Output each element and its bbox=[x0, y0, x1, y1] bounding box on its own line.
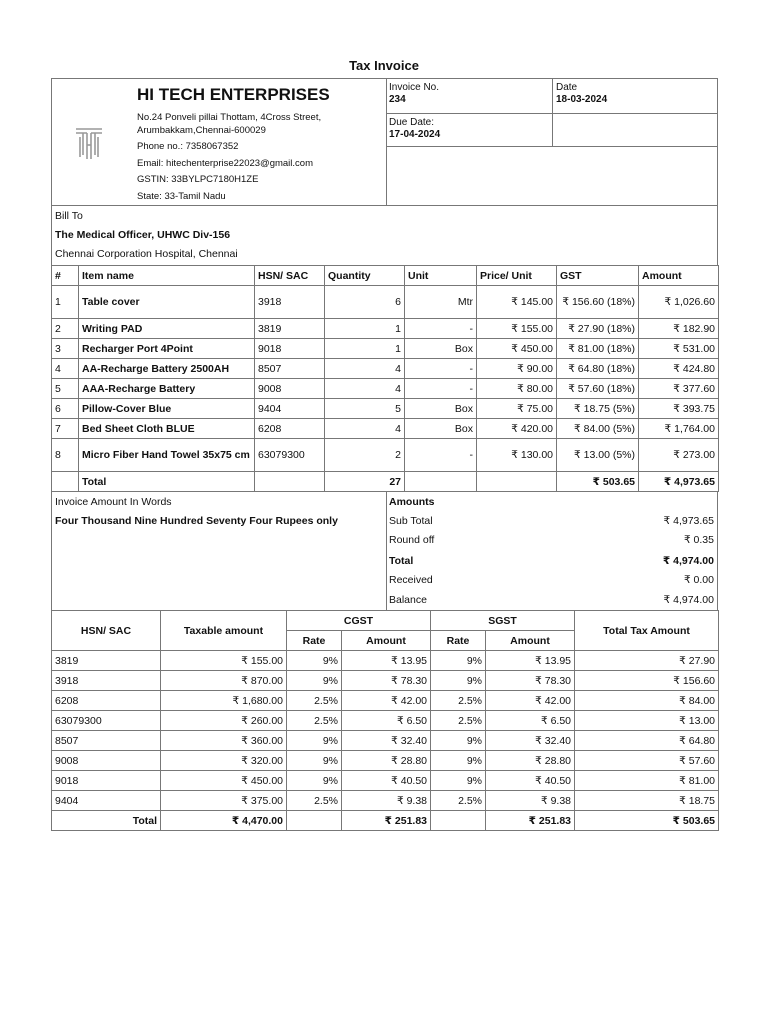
tax-taxable: ₹ 155.00 bbox=[161, 651, 287, 671]
tax-hsn: 3918 bbox=[52, 671, 161, 691]
item-n: 7 bbox=[52, 419, 79, 439]
tax-sr: 2.5% bbox=[431, 711, 486, 731]
col-header-amount: Amount bbox=[639, 266, 719, 286]
tax-total-empty bbox=[431, 811, 486, 831]
item-amount: ₹ 1,764.00 bbox=[639, 419, 719, 439]
company-address-1: No.24 Ponveli pillai Thottam, 4Cross Street, bbox=[137, 112, 322, 123]
tax-sr: 2.5% bbox=[431, 691, 486, 711]
company-email: Email: hitechenterprise22023@gmail.com bbox=[137, 158, 313, 169]
col-header-hsn: HSN/ SAC bbox=[255, 266, 325, 286]
item-gst: ₹ 156.60 (18%) bbox=[557, 286, 639, 319]
grand-total-value: ₹ 4,974.00 bbox=[662, 555, 714, 567]
item-hsn: 6208 bbox=[255, 419, 325, 439]
amount-in-words-label: Invoice Amount In Words bbox=[55, 496, 172, 508]
item-hsn: 9404 bbox=[255, 399, 325, 419]
item-name: AA-Recharge Battery 2500AH bbox=[79, 359, 255, 379]
amount-in-words-block bbox=[52, 492, 387, 610]
tax-taxable: ₹ 1,680.00 bbox=[161, 691, 287, 711]
tax-hsn: 9008 bbox=[52, 751, 161, 771]
tax-total-sa: ₹ 251.83 bbox=[486, 811, 575, 831]
item-amount: ₹ 531.00 bbox=[639, 339, 719, 359]
item-unit: - bbox=[405, 319, 477, 339]
tax-t: ₹ 13.00 bbox=[575, 711, 719, 731]
tax-cr: 9% bbox=[287, 751, 342, 771]
items-header-row bbox=[52, 266, 719, 286]
empty-meta-cell bbox=[553, 114, 717, 147]
balance-label: Balance bbox=[389, 594, 427, 606]
tax-hsn: 3819 bbox=[52, 651, 161, 671]
tax-sa: ₹ 78.30 bbox=[486, 671, 575, 691]
invoice-date-label: Date bbox=[556, 82, 578, 93]
company-gstin: GSTIN: 33BYLPC7180H1ZE bbox=[137, 174, 259, 185]
item-amount: ₹ 1,026.60 bbox=[639, 286, 719, 319]
items-total-amount: ₹ 4,973.65 bbox=[639, 472, 719, 492]
col-header-unit: Unit bbox=[405, 266, 477, 286]
tax-ca: ₹ 42.00 bbox=[342, 691, 431, 711]
sub-total-value: ₹ 4,973.65 bbox=[663, 515, 714, 527]
item-price: ₹ 420.00 bbox=[477, 419, 557, 439]
col-header-quantity: Quantity bbox=[325, 266, 405, 286]
tax-cr: 9% bbox=[287, 731, 342, 751]
tax-total-label: Total bbox=[52, 811, 161, 831]
tax-header-taxable: Taxable amount bbox=[161, 611, 287, 651]
col-header-number: # bbox=[52, 266, 79, 286]
item-name: AAA-Recharge Battery bbox=[79, 379, 255, 399]
table-row bbox=[52, 339, 719, 359]
items-total-row bbox=[52, 472, 719, 492]
item-unit: Box bbox=[405, 339, 477, 359]
table-row bbox=[52, 439, 719, 472]
due-date-cell bbox=[386, 114, 553, 147]
tax-ca: ₹ 6.50 bbox=[342, 711, 431, 731]
tax-sr: 9% bbox=[431, 771, 486, 791]
company-block bbox=[52, 79, 387, 205]
col-header-gst: GST bbox=[557, 266, 639, 286]
bill-to-label: Bill To bbox=[55, 210, 83, 222]
tax-total-t: ₹ 503.65 bbox=[575, 811, 719, 831]
tax-sa: ₹ 40.50 bbox=[486, 771, 575, 791]
tax-sa: ₹ 13.95 bbox=[486, 651, 575, 671]
company-state: State: 33-Tamil Nadu bbox=[137, 191, 226, 202]
tax-header-hsn: HSN/ SAC bbox=[52, 611, 161, 651]
table-row bbox=[52, 399, 719, 419]
tax-t: ₹ 57.60 bbox=[575, 751, 719, 771]
item-n: 2 bbox=[52, 319, 79, 339]
tax-cr: 2.5% bbox=[287, 711, 342, 731]
tax-sa: ₹ 9.38 bbox=[486, 791, 575, 811]
tax-ca: ₹ 9.38 bbox=[342, 791, 431, 811]
item-gst: ₹ 13.00 (5%) bbox=[557, 439, 639, 472]
item-gst: ₹ 18.75 (5%) bbox=[557, 399, 639, 419]
company-phone: Phone no.: 7358067352 bbox=[137, 141, 239, 152]
tax-t: ₹ 81.00 bbox=[575, 771, 719, 791]
tax-header-sgst-amount: Amount bbox=[486, 631, 575, 651]
item-hsn: 9018 bbox=[255, 339, 325, 359]
tax-taxable: ₹ 320.00 bbox=[161, 751, 287, 771]
items-total-empty bbox=[52, 472, 79, 492]
item-amount: ₹ 424.80 bbox=[639, 359, 719, 379]
item-price: ₹ 130.00 bbox=[477, 439, 557, 472]
item-hsn: 63079300 bbox=[255, 439, 325, 472]
item-name: Micro Fiber Hand Towel 35x75 cm bbox=[79, 439, 255, 472]
tax-sa: ₹ 42.00 bbox=[486, 691, 575, 711]
item-name: Recharger Port 4Point bbox=[79, 339, 255, 359]
tax-t: ₹ 64.80 bbox=[575, 731, 719, 751]
item-n: 1 bbox=[52, 286, 79, 319]
tax-ca: ₹ 40.50 bbox=[342, 771, 431, 791]
item-qty: 4 bbox=[325, 379, 405, 399]
item-gst: ₹ 64.80 (18%) bbox=[557, 359, 639, 379]
tax-hsn: 9018 bbox=[52, 771, 161, 791]
items-total-empty bbox=[477, 472, 557, 492]
tax-total-empty bbox=[287, 811, 342, 831]
amount-in-words: Four Thousand Nine Hundred Seventy Four Rupees only bbox=[55, 515, 338, 527]
tax-cr: 9% bbox=[287, 671, 342, 691]
table-row bbox=[52, 791, 719, 811]
company-logo-icon bbox=[74, 125, 104, 161]
tax-sa: ₹ 28.80 bbox=[486, 751, 575, 771]
tax-total-row bbox=[52, 811, 719, 831]
tax-cr: 9% bbox=[287, 771, 342, 791]
table-row bbox=[52, 319, 719, 339]
tax-header-sgst-rate: Rate bbox=[431, 631, 486, 651]
tax-sr: 9% bbox=[431, 651, 486, 671]
due-date-label: Due Date: bbox=[389, 117, 435, 128]
tax-t: ₹ 18.75 bbox=[575, 791, 719, 811]
table-row bbox=[52, 691, 719, 711]
tax-ca: ₹ 78.30 bbox=[342, 671, 431, 691]
item-gst: ₹ 84.00 (5%) bbox=[557, 419, 639, 439]
round-off-row bbox=[389, 530, 714, 550]
item-hsn: 8507 bbox=[255, 359, 325, 379]
tax-cr: 9% bbox=[287, 651, 342, 671]
bill-to-name: The Medical Officer, UHWC Div-156 bbox=[55, 229, 231, 241]
item-amount: ₹ 393.75 bbox=[639, 399, 719, 419]
tax-header-sgst: SGST bbox=[431, 611, 575, 631]
page-title: Tax Invoice bbox=[349, 58, 419, 73]
item-hsn: 3819 bbox=[255, 319, 325, 339]
received-value: ₹ 0.00 bbox=[683, 574, 714, 586]
item-price: ₹ 145.00 bbox=[477, 286, 557, 319]
tax-taxable: ₹ 870.00 bbox=[161, 671, 287, 691]
invoice-meta bbox=[386, 79, 717, 205]
amounts-block bbox=[386, 492, 717, 610]
table-row bbox=[52, 751, 719, 771]
grand-total-label: Total bbox=[389, 555, 414, 567]
tax-sr: 9% bbox=[431, 671, 486, 691]
tax-total-taxable: ₹ 4,470.00 bbox=[161, 811, 287, 831]
item-qty: 1 bbox=[325, 339, 405, 359]
company-name: HI TECH ENTERPRISES bbox=[137, 85, 330, 104]
tax-header-cgst-rate: Rate bbox=[287, 631, 342, 651]
tax-hsn: 8507 bbox=[52, 731, 161, 751]
invoice-number-cell bbox=[386, 79, 553, 114]
tax-header-cgst-amount: Amount bbox=[342, 631, 431, 651]
item-n: 6 bbox=[52, 399, 79, 419]
tax-ca: ₹ 28.80 bbox=[342, 751, 431, 771]
tax-sa: ₹ 6.50 bbox=[486, 711, 575, 731]
item-unit: - bbox=[405, 439, 477, 472]
col-header-item: Item name bbox=[79, 266, 255, 286]
items-total-empty bbox=[255, 472, 325, 492]
item-qty: 4 bbox=[325, 419, 405, 439]
item-hsn: 9008 bbox=[255, 379, 325, 399]
table-row bbox=[52, 771, 719, 791]
invoice-date-cell bbox=[553, 79, 717, 114]
amount-summary-section bbox=[51, 492, 718, 611]
table-row bbox=[52, 651, 719, 671]
table-row bbox=[52, 359, 719, 379]
item-unit: - bbox=[405, 379, 477, 399]
item-gst: ₹ 27.90 (18%) bbox=[557, 319, 639, 339]
item-unit: Box bbox=[405, 399, 477, 419]
balance-row bbox=[389, 590, 714, 610]
tax-hsn: 9404 bbox=[52, 791, 161, 811]
items-total-gst: ₹ 503.65 bbox=[557, 472, 639, 492]
item-gst: ₹ 81.00 (18%) bbox=[557, 339, 639, 359]
sub-total-row bbox=[389, 511, 714, 531]
tax-hsn: 6208 bbox=[52, 691, 161, 711]
table-row bbox=[52, 711, 719, 731]
item-qty: 2 bbox=[325, 439, 405, 472]
tax-cr: 2.5% bbox=[287, 791, 342, 811]
item-n: 4 bbox=[52, 359, 79, 379]
tax-sr: 9% bbox=[431, 731, 486, 751]
item-qty: 6 bbox=[325, 286, 405, 319]
items-table bbox=[51, 265, 719, 492]
item-qty: 1 bbox=[325, 319, 405, 339]
tax-total-ca: ₹ 251.83 bbox=[342, 811, 431, 831]
tax-t: ₹ 27.90 bbox=[575, 651, 719, 671]
invoice-header bbox=[51, 78, 718, 206]
item-price: ₹ 450.00 bbox=[477, 339, 557, 359]
item-amount: ₹ 182.90 bbox=[639, 319, 719, 339]
item-gst: ₹ 57.60 (18%) bbox=[557, 379, 639, 399]
bill-to-address: Chennai Corporation Hospital, Chennai bbox=[55, 248, 238, 260]
item-name: Writing PAD bbox=[79, 319, 255, 339]
tax-taxable: ₹ 375.00 bbox=[161, 791, 287, 811]
round-off-value: ₹ 0.35 bbox=[683, 534, 714, 546]
tax-hsn: 63079300 bbox=[52, 711, 161, 731]
amounts-label: Amounts bbox=[389, 496, 435, 508]
item-price: ₹ 155.00 bbox=[477, 319, 557, 339]
tax-t: ₹ 156.60 bbox=[575, 671, 719, 691]
items-total-empty bbox=[405, 472, 477, 492]
invoice-date: 18-03-2024 bbox=[556, 94, 608, 105]
item-n: 8 bbox=[52, 439, 79, 472]
item-name: Bed Sheet Cloth BLUE bbox=[79, 419, 255, 439]
sub-total-label: Sub Total bbox=[389, 515, 433, 527]
invoice-number: 234 bbox=[389, 94, 406, 105]
table-row bbox=[52, 731, 719, 751]
tax-header-total-tax: Total Tax Amount bbox=[575, 611, 719, 651]
tax-t: ₹ 84.00 bbox=[575, 691, 719, 711]
tax-ca: ₹ 13.95 bbox=[342, 651, 431, 671]
round-off-label: Round off bbox=[389, 534, 435, 546]
item-name: Pillow-Cover Blue bbox=[79, 399, 255, 419]
table-row bbox=[52, 671, 719, 691]
item-price: ₹ 90.00 bbox=[477, 359, 557, 379]
tax-ca: ₹ 32.40 bbox=[342, 731, 431, 751]
item-qty: 5 bbox=[325, 399, 405, 419]
item-qty: 4 bbox=[325, 359, 405, 379]
item-price: ₹ 80.00 bbox=[477, 379, 557, 399]
item-unit: Mtr bbox=[405, 286, 477, 319]
tax-cr: 2.5% bbox=[287, 691, 342, 711]
item-price: ₹ 75.00 bbox=[477, 399, 557, 419]
item-n: 5 bbox=[52, 379, 79, 399]
tax-taxable: ₹ 260.00 bbox=[161, 711, 287, 731]
bill-to-section bbox=[51, 206, 718, 266]
col-header-price: Price/ Unit bbox=[477, 266, 557, 286]
item-name: Table cover bbox=[79, 286, 255, 319]
item-unit: - bbox=[405, 359, 477, 379]
tax-taxable: ₹ 450.00 bbox=[161, 771, 287, 791]
item-unit: Box bbox=[405, 419, 477, 439]
grand-total-row bbox=[389, 551, 714, 571]
balance-value: ₹ 4,974.00 bbox=[663, 594, 714, 606]
tax-sa: ₹ 32.40 bbox=[486, 731, 575, 751]
due-date: 17-04-2024 bbox=[389, 129, 441, 140]
tax-header-cgst: CGST bbox=[287, 611, 431, 631]
items-total-label: Total bbox=[79, 472, 255, 492]
invoice-number-label: Invoice No. bbox=[389, 82, 440, 93]
table-row bbox=[52, 419, 719, 439]
item-amount: ₹ 273.00 bbox=[639, 439, 719, 472]
table-row bbox=[52, 286, 719, 319]
item-amount: ₹ 377.60 bbox=[639, 379, 719, 399]
tax-sr: 2.5% bbox=[431, 791, 486, 811]
table-row bbox=[52, 379, 719, 399]
items-total-qty: 27 bbox=[325, 472, 405, 492]
item-n: 3 bbox=[52, 339, 79, 359]
tax-taxable: ₹ 360.00 bbox=[161, 731, 287, 751]
tax-sr: 9% bbox=[431, 751, 486, 771]
tax-summary-table bbox=[51, 610, 719, 831]
received-label: Received bbox=[389, 574, 433, 586]
item-hsn: 3918 bbox=[255, 286, 325, 319]
company-address-2: Arumbakkam,Chennai-600029 bbox=[137, 125, 266, 136]
received-row bbox=[389, 570, 714, 590]
